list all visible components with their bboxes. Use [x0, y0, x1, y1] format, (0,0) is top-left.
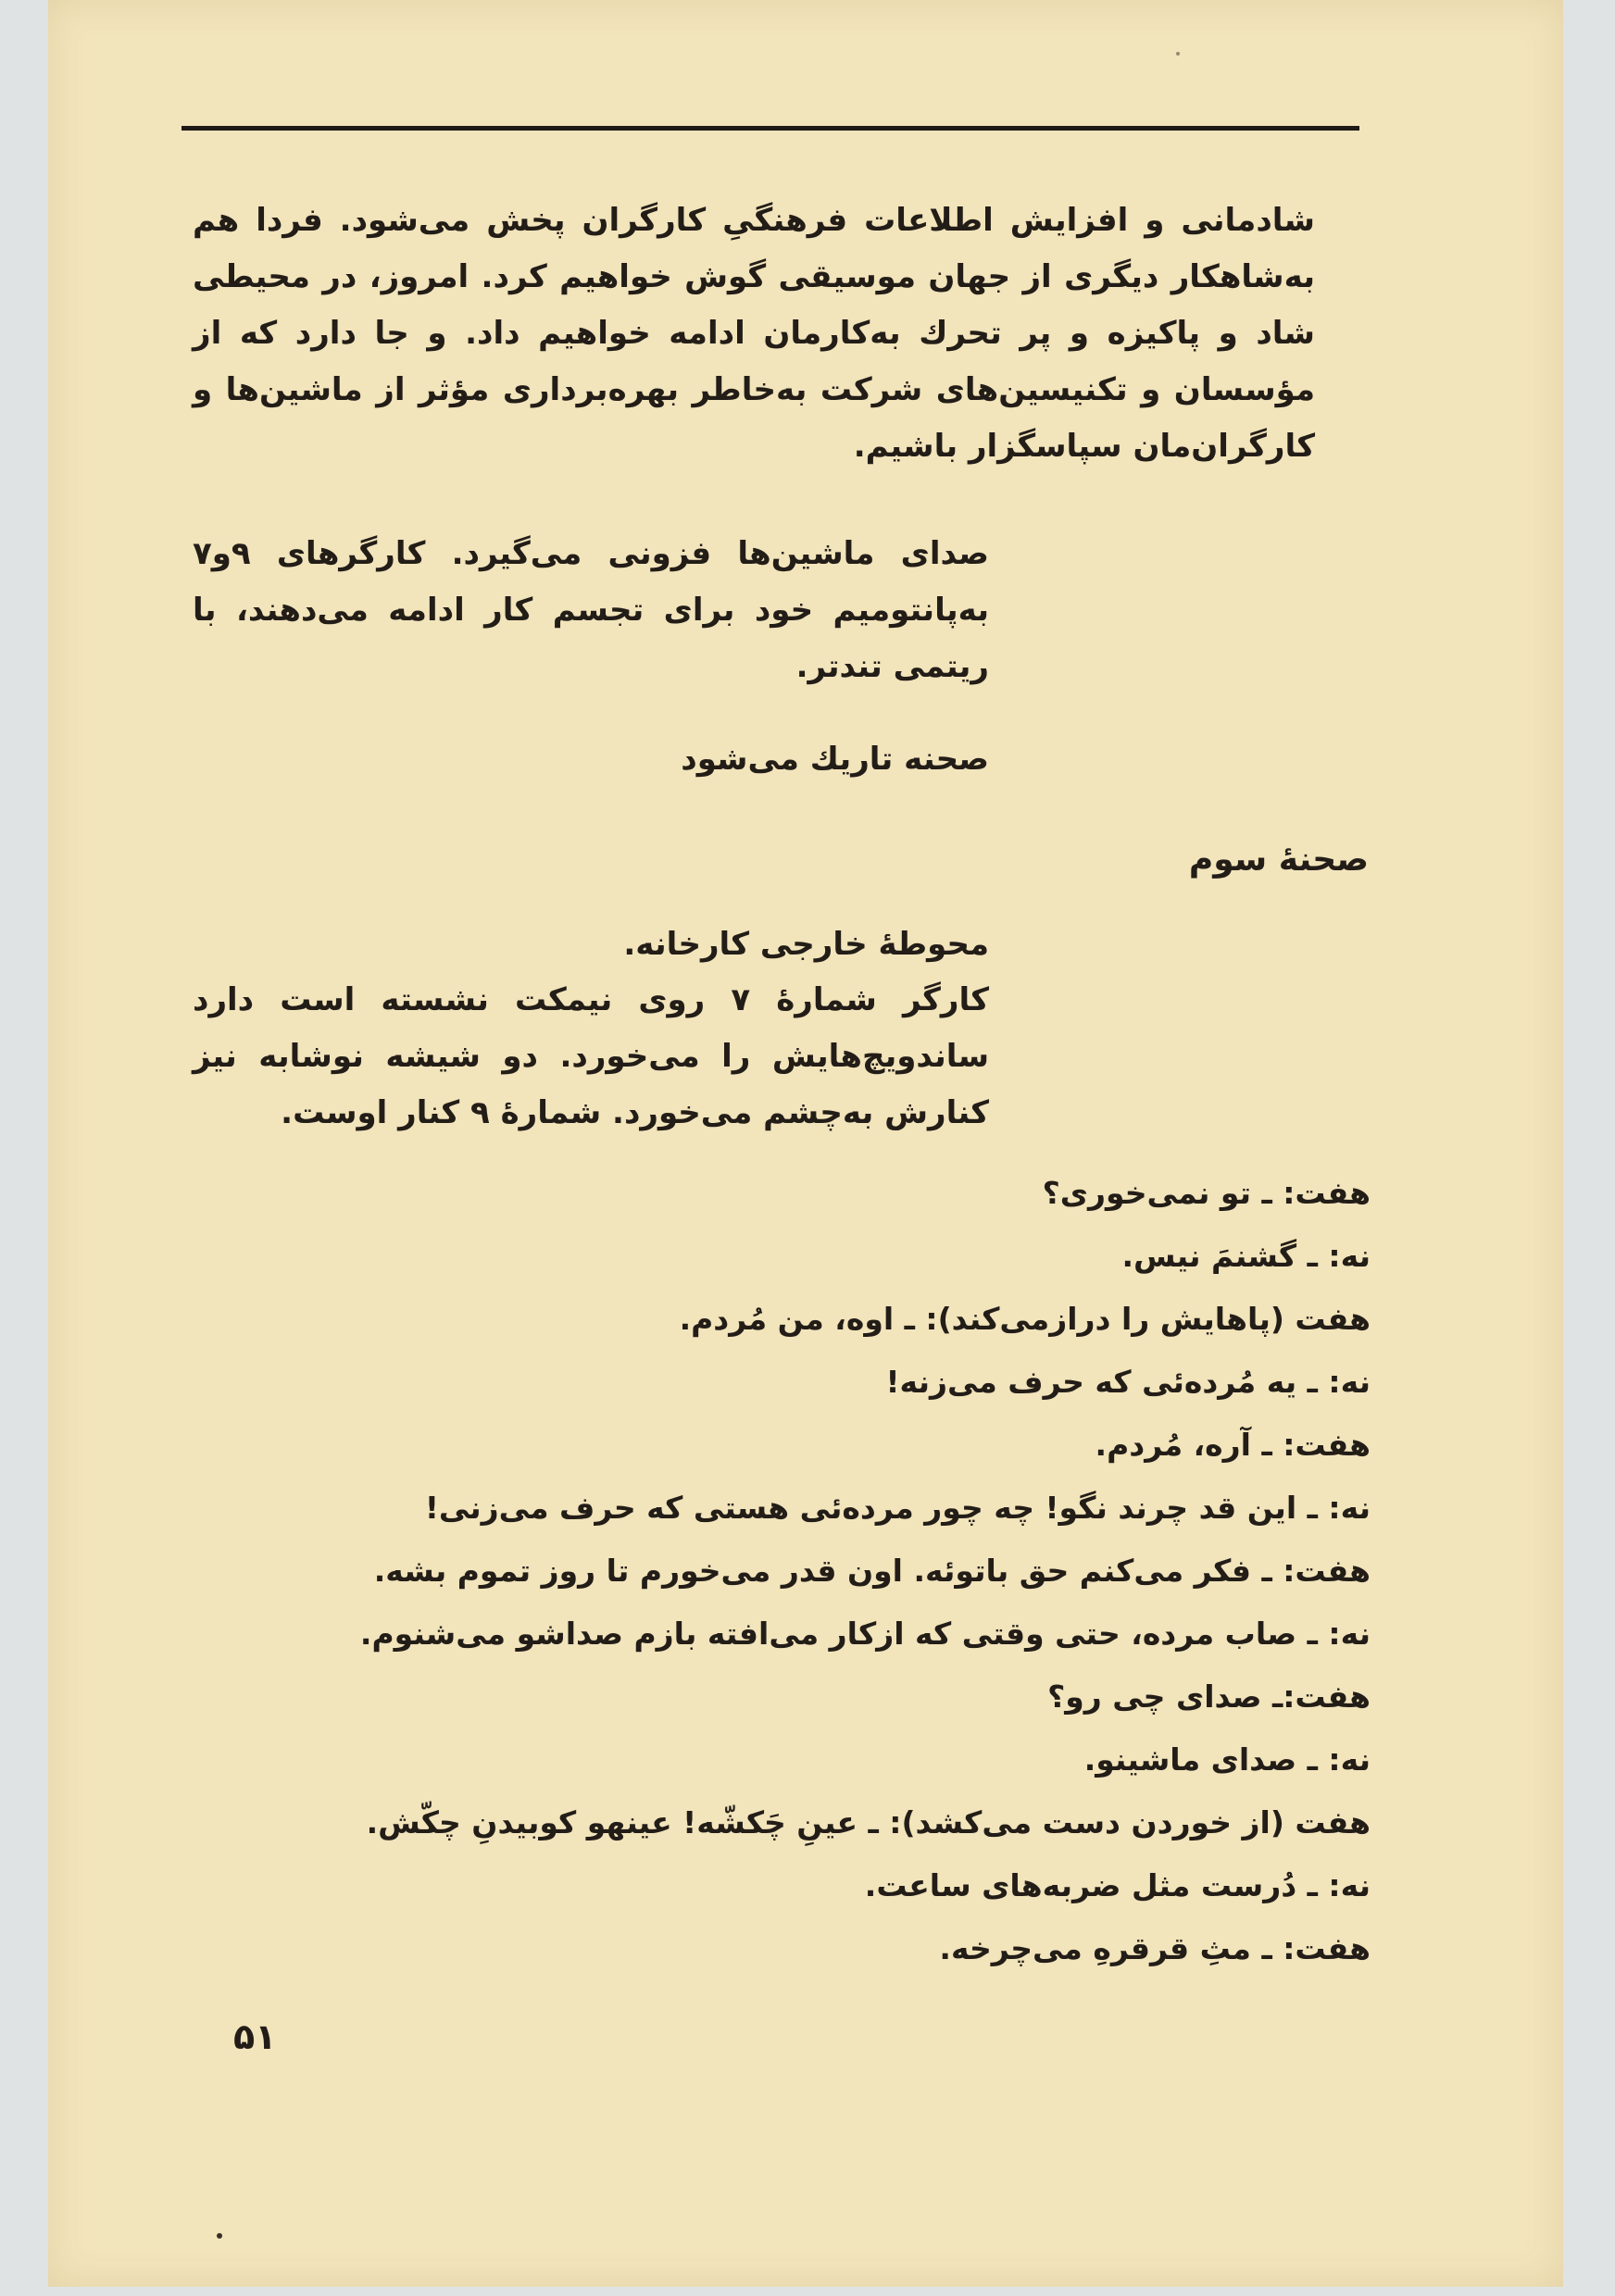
dialogue-line — [278, 1477, 1371, 1540]
dialogue-line — [278, 1917, 1371, 1980]
dialogue-line — [278, 1414, 1371, 1477]
dialogue-line — [278, 1791, 1371, 1854]
dialogue-line — [278, 1540, 1371, 1603]
speaker-name: نه: — [1328, 1238, 1371, 1274]
dialogue-line — [278, 1288, 1371, 1351]
scene-heading: صحنهٔ سوم — [1188, 841, 1369, 879]
speaker-name: هفت: — [1283, 1930, 1371, 1966]
page-number: ۵۱ — [233, 2016, 277, 2057]
spoken-text: ـ صاب مرده، حتی وقتی که ازکار می‌افته بازم صداشو می‌شنوم. — [359, 1616, 1329, 1652]
spoken-text: ـ دُرست مثل ضربه‌های ساعت. — [864, 1867, 1329, 1903]
spoken-text: ـ تو نمی‌خوری؟ — [1042, 1175, 1283, 1211]
dialogue-list — [278, 1162, 1371, 1980]
dialogue-line — [278, 1162, 1371, 1225]
speaker-name: هفت: — [1283, 1175, 1371, 1211]
speaker-name: هفت: — [1283, 1678, 1371, 1715]
spoken-text: ـ این قد چرند نگو! چه چور مرده‌ئی هستی که حرف می‌زنی! — [424, 1490, 1329, 1526]
speaker-name: نه: — [1328, 1741, 1371, 1778]
scene-setting: محوطهٔ خارجی کارخانه. — [623, 926, 989, 963]
spoken-text: ـ آره، مُردم. — [1095, 1427, 1283, 1463]
speaker-name: نه: — [1328, 1490, 1371, 1526]
dialogue-line — [278, 1225, 1371, 1288]
speaker-name: هفت — [1295, 1804, 1371, 1841]
speaker-name: هفت: — [1283, 1553, 1371, 1589]
spoken-text: ـ یه مُرده‌ئی که حرف می‌زنه! — [885, 1364, 1329, 1400]
dialogue-line — [278, 1728, 1371, 1791]
stage-direction-machines: صدای ماشین‌ها فزونی می‌گیرد. کارگرهای ۹و۷ به‌پانتومیم خود برای تجسم کار ادامه می‌دهند، با ریتمی تندتر. — [193, 535, 989, 685]
header-rule — [182, 126, 1359, 131]
spoken-text: ـ مثِ قرقرهِ می‌چرخه. — [939, 1930, 1283, 1966]
spoken-text: ـ فکر می‌کنم حق باتوئه. اون قدر می‌خورم تا روز تموم بشه. — [373, 1553, 1283, 1589]
spoken-text: ـ صدای چی رو؟ — [1047, 1678, 1283, 1715]
spoken-text: (پاهایش را درازمی‌کند): ـ اوه، من مُردم. — [679, 1301, 1296, 1337]
ink-speck — [217, 2233, 222, 2239]
ink-speck — [1176, 52, 1180, 56]
speaker-name: هفت — [1295, 1301, 1371, 1337]
stage-direction-dark: صحنه تاریك می‌شود — [681, 741, 989, 778]
dialogue-line — [278, 1603, 1371, 1666]
dialogue-line — [278, 1854, 1371, 1917]
scene-description: کارگر شمارهٔ ۷ روی نیمکت نشسته است دارد ساندویچ‌هایش را می‌خورد. دو شیشه نوشابه نیز کنارش به‌چشم می‌خورد. شمارهٔ ۹ کنار اوست. — [193, 981, 989, 1131]
dialogue-line — [278, 1666, 1371, 1728]
spoken-text: ـ صدای ماشینو. — [1083, 1741, 1329, 1778]
speaker-name: هفت: — [1283, 1427, 1371, 1463]
dialogue-line — [278, 1351, 1371, 1414]
speaker-name: نه: — [1328, 1616, 1371, 1652]
spoken-text: (از خوردن دست می‌کشد): ـ عینِ چَکشّه! عینهو کوبیدنِ چکّش. — [366, 1804, 1296, 1841]
speaker-name: نه: — [1328, 1364, 1371, 1400]
speaker-name: نه: — [1328, 1867, 1371, 1903]
spoken-text: ـ گشنمَ نیس. — [1121, 1238, 1329, 1274]
opening-paragraph: شادمانی و افزایش اطلاعات فرهنگیِ کارگران پخش می‌شود. فردا هم به‌شاهکار دیگری از جهان موسیقی گوش خواهیم کرد. امروز، در محیطی شاد و پاکیزه و پر تحرك به‌کارمان ادامه خواهیم داد. و جا دارد که از مؤسسان و تکنیسین‌های شرکت به‌خاطر بهره‌برداری مؤثر از ماشین‌ها و کارگران‌مان سپاسگزار باشیم. — [193, 202, 1315, 465]
